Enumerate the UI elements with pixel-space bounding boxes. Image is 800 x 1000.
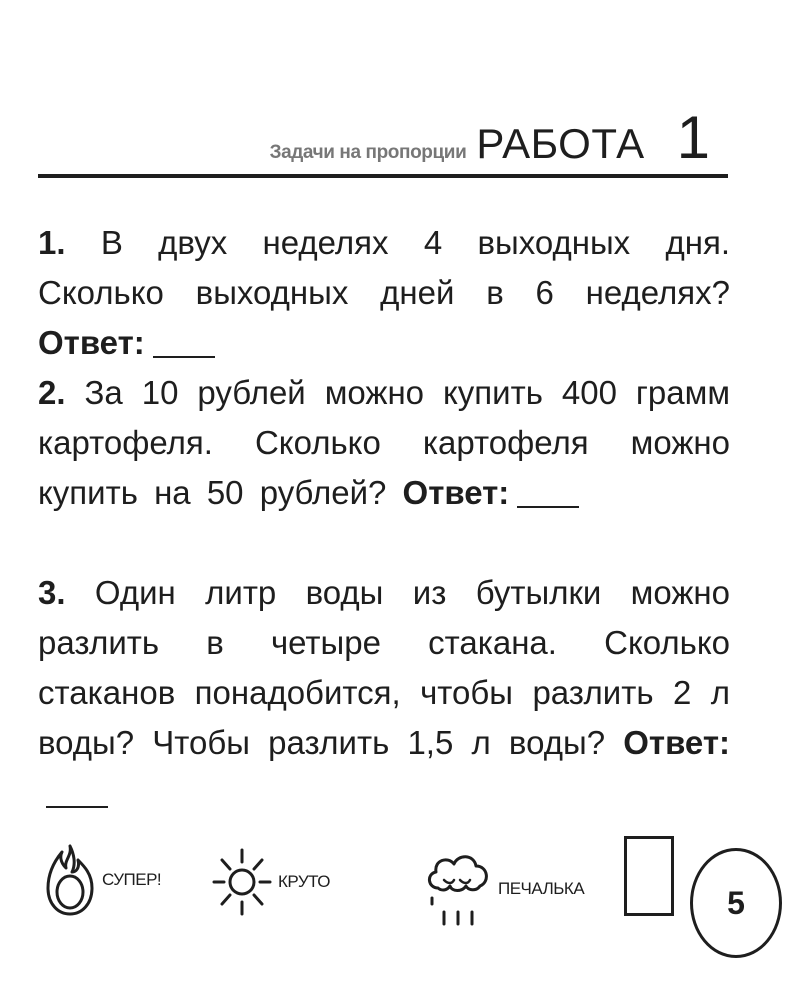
- rain-cloud-icon: [424, 848, 492, 930]
- problem-1: [38, 218, 730, 368]
- mark-checkbox[interactable]: [624, 836, 674, 916]
- problem-number: 3.: [38, 574, 66, 611]
- worksheet-header: [38, 98, 728, 178]
- rating-cool[interactable]: [212, 846, 330, 918]
- answer-label: Ответ:: [623, 724, 730, 761]
- page-number: 5: [727, 885, 745, 921]
- answer-blank[interactable]: [517, 476, 579, 508]
- problem-number: 1.: [38, 224, 66, 261]
- rating-label: КРУТО: [278, 872, 331, 891]
- header-title-group: [269, 104, 710, 171]
- sun-icon: [212, 846, 272, 918]
- problem-3: [38, 568, 730, 818]
- answer-label: Ответ:: [402, 474, 510, 511]
- answer-blank[interactable]: [153, 326, 215, 358]
- work-number: 1: [676, 104, 710, 171]
- self-rating-row: [0, 830, 800, 1000]
- problem-text: За 10 рублей можно купить 400 грамм картофеля. Сколько картофеля можно купить на 50 рублей?: [38, 374, 731, 511]
- page-number-circle: [690, 848, 782, 958]
- problem-text: В двух неделях 4 выходных дня. Сколько выходных дней в 6 неделях?: [38, 224, 731, 311]
- answer-label: Ответ:: [38, 324, 145, 361]
- problem-number: 2.: [38, 374, 66, 411]
- rating-super[interactable]: [44, 842, 161, 918]
- problem-2: [38, 368, 730, 518]
- header-topic: Задачи на пропорции: [269, 142, 467, 163]
- rating-label: СУПЕР!: [102, 870, 162, 889]
- rating-sad[interactable]: [424, 848, 584, 930]
- answer-blank[interactable]: [46, 776, 108, 808]
- flame-icon: [44, 842, 96, 918]
- problem-text: Один литр воды из бутылки можно разлить в четыре стакана. Сколько стаканов понадобится, чтобы разлить 2 л воды? Чтобы разлить 1,5 л воды?: [38, 574, 731, 761]
- rating-label: ПЕЧАЛЬКА: [498, 879, 585, 898]
- header-title: РАБОТА: [476, 120, 645, 167]
